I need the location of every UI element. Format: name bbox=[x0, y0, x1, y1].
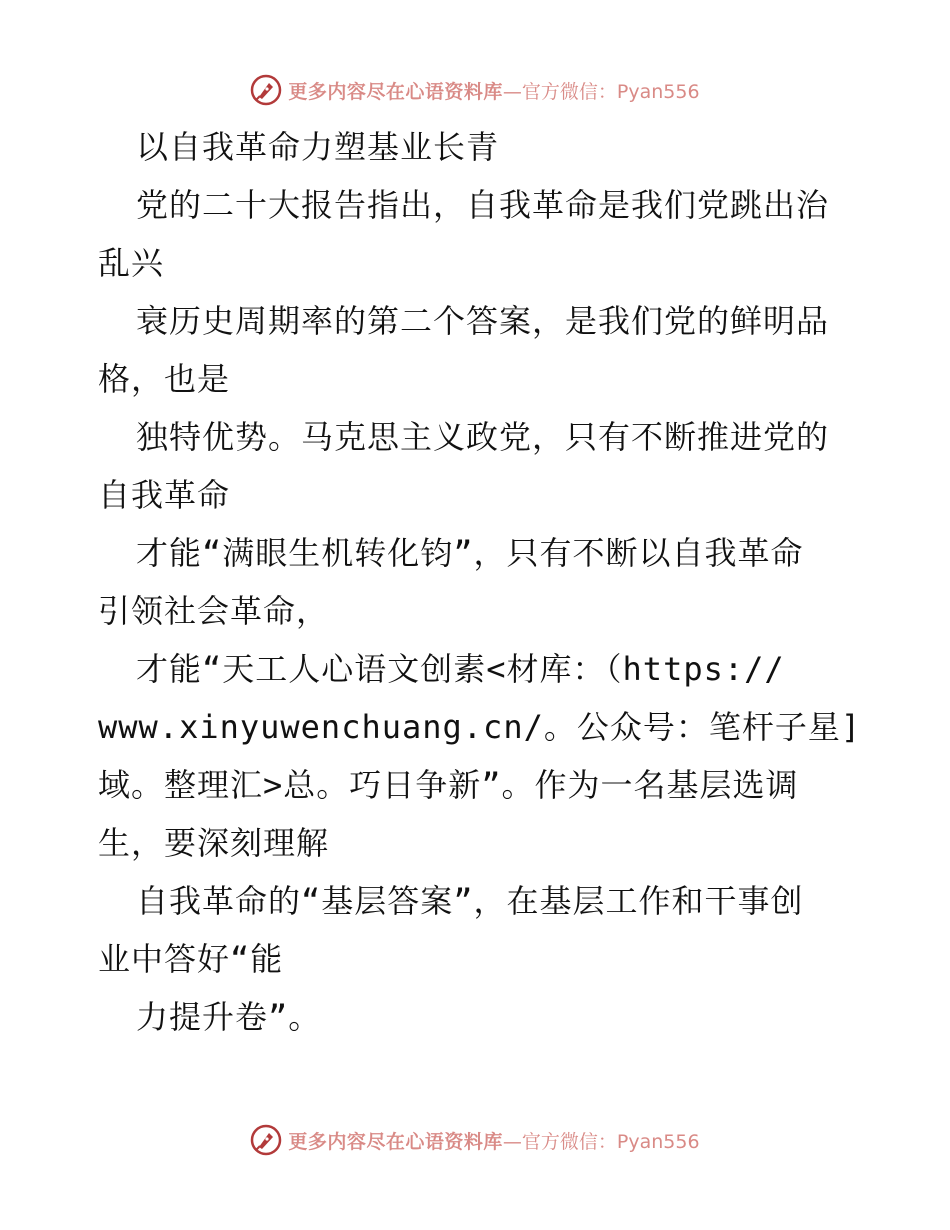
paragraph-line: 党的二十大报告指出，自我革命是我们党跳出治 bbox=[136, 186, 830, 224]
pen-nib-logo-icon bbox=[250, 1124, 282, 1156]
paragraph-line: 域。整理汇>总。巧日争新”。作为一名基层选调 bbox=[98, 766, 799, 804]
paragraph-line: 乱兴 bbox=[98, 244, 165, 282]
paragraph-line: 才能“天工人心语文创素<材库：（https:// bbox=[136, 650, 785, 688]
paragraph-line: 衰历史周期率的第二个答案，是我们党的鲜明品 bbox=[136, 302, 830, 340]
pen-nib-logo-icon bbox=[250, 74, 282, 106]
paragraph-line: 生，要深刻理解 bbox=[98, 824, 330, 862]
promo-text: 更多内容尽在心语资料库 bbox=[288, 1130, 503, 1153]
paragraph-line: 业中答好“能 bbox=[98, 940, 284, 978]
contact-text: —官方微信：Pyan556 bbox=[502, 1130, 700, 1153]
paragraph-line: 力提升卷”。 bbox=[136, 998, 322, 1036]
promo-text: 更多内容尽在心语资料库 bbox=[288, 80, 503, 103]
paragraph-line: 才能“满眼生机转化钧”，只有不断以自我革命 bbox=[136, 534, 804, 572]
paragraph-line: 引领社会革命， bbox=[98, 592, 330, 630]
contact-text: —官方微信：Pyan556 bbox=[502, 80, 700, 103]
document-body bbox=[98, 118, 862, 1046]
paragraph-line: 格，也是 bbox=[98, 360, 231, 398]
paragraph-line: 自我革命 bbox=[98, 476, 231, 514]
document-title: 以自我革命力塑基业长青 bbox=[136, 128, 500, 166]
header-banner bbox=[0, 70, 950, 110]
paragraph-line: 自我革命的“基层答案”，在基层工作和干事创 bbox=[136, 882, 804, 920]
paragraph-line: www.xinyuwenchuang.cn/。公众号：笔杆子星] bbox=[98, 708, 862, 746]
paragraph-line: 独特优势。马克思主义政党，只有不断推进党的 bbox=[136, 418, 830, 456]
footer-banner bbox=[0, 1120, 950, 1160]
